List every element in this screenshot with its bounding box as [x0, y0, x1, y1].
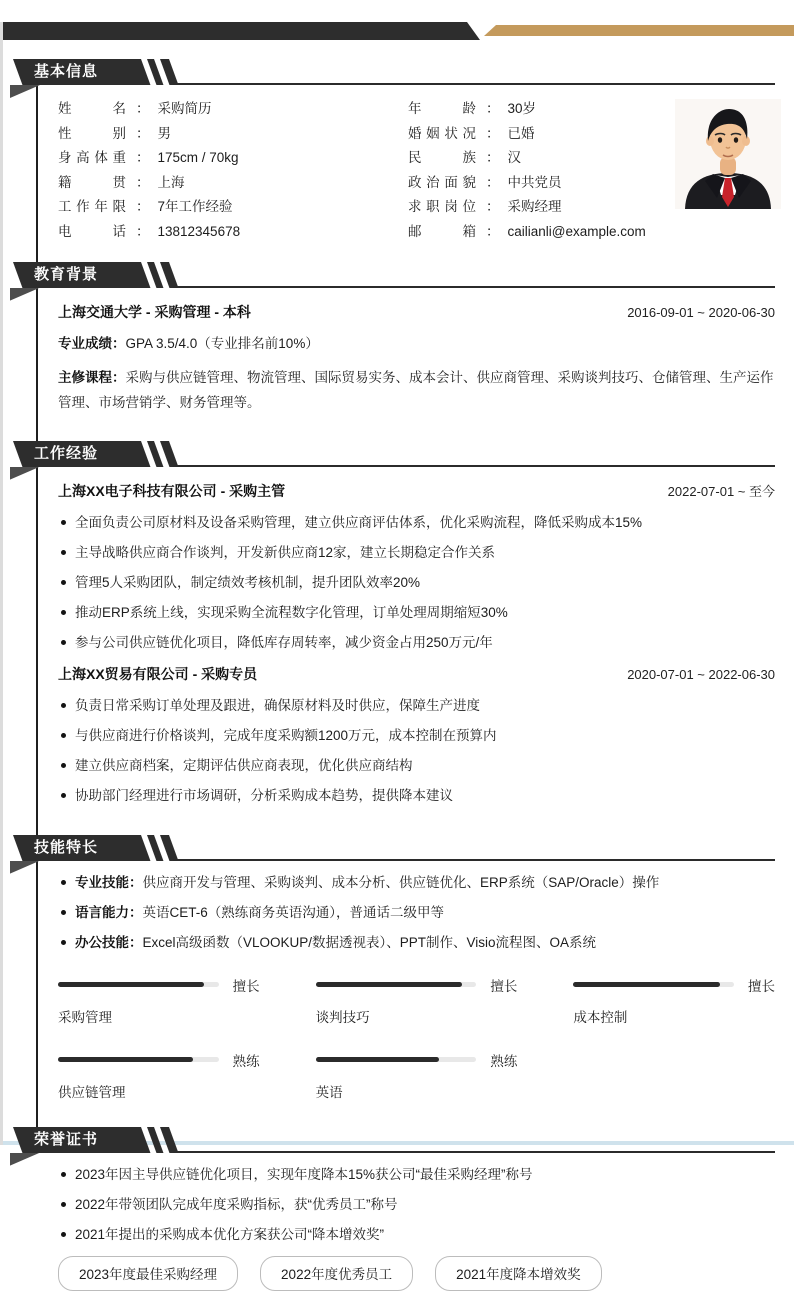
skill-name: 英语	[315, 1084, 343, 1100]
honor-badges	[58, 1256, 775, 1291]
field-work-years: 工作年限 ： 7年工作经验	[58, 199, 233, 215]
skill-name: 谈判技巧	[315, 1009, 370, 1025]
honor-badge: 2023年度最佳采购经理	[58, 1256, 238, 1291]
field-hometown: 籍贯 ： 上海	[58, 174, 185, 190]
skill-bar-track	[316, 982, 477, 987]
top-bar-dark-segment	[3, 22, 483, 40]
job-entry	[58, 664, 775, 684]
field-phone: 电话 ： 13812345678	[58, 223, 241, 239]
field-gender: 性别 ： 男	[58, 125, 171, 141]
skill-bar	[573, 975, 775, 1026]
section-banner	[13, 59, 188, 85]
field-marital-status: 婚姻状况 ： 已婚	[408, 125, 535, 141]
top-bar-gold-segment	[484, 25, 794, 36]
job-bullet: 全面负责公司原材料及设备采购管理，建立供应商评估体系，优化采购流程，降低采购成本15%	[58, 514, 775, 531]
job-dates: 2020-07-01 ~ 2022-06-30	[627, 666, 775, 682]
section-title-basic: 基本信息	[34, 63, 99, 80]
honor-bullet: 2022年带领团队完成年度采购指标，获“优秀员工”称号	[58, 1196, 775, 1213]
basic-info-grid	[58, 97, 775, 245]
honor-badge: 2021年度降本增效奖	[435, 1256, 602, 1291]
section-rule	[173, 1151, 775, 1153]
job-bullet: 管理5人采购团队，制定绩效考核机制，提升团队效率20%	[58, 574, 775, 591]
section-skills	[3, 835, 794, 1101]
job-bullet: 与供应商进行价格谈判，完成年度采购额1200万元，成本控制在预算内	[58, 727, 775, 744]
profile-photo	[675, 99, 781, 209]
skill-bar	[58, 1050, 260, 1101]
skill-bars	[58, 975, 775, 1101]
field-ethnicity: 民族 ： 汉	[408, 150, 521, 166]
field-email: 邮箱 ： cailianli@example.com	[408, 223, 646, 239]
skill-bar-track	[58, 1057, 219, 1062]
job-bullet: 主导战略供应商合作谈判，开发新供应商12家，建立长期稳定合作关系	[58, 544, 775, 561]
field-name: 姓名 ： 采购简历	[58, 101, 212, 116]
honors-bullet-list	[58, 1166, 775, 1243]
honor-badge: 2022年度优秀员工	[260, 1256, 413, 1291]
job-bullet: 推动ERP系统上线，实现采购全流程数字化管理，订单处理周期缩短30%	[58, 604, 775, 621]
skill-bar-fill	[573, 982, 719, 987]
job-bullet: 参与公司供应链优化项目，降低库存周转率，减少资金占用250万元/年	[58, 634, 775, 651]
field-political-status: 政治面貌 ： 中共党员	[408, 174, 562, 190]
skill-bar-track	[58, 982, 219, 987]
skill-bar-track	[316, 1057, 477, 1062]
job-bullet: 建立供应商档案，定期评估供应商表现，优化供应商结构	[58, 757, 775, 774]
skill-bullet: 办公技能：Excel高级函数（VLOOKUP/数据透视表）、PPT制作、Visio流程图、OA系统	[58, 934, 775, 951]
skill-bar-fill	[316, 982, 462, 987]
job-bullet-list	[58, 697, 775, 804]
field-height-weight: 身高体重 ： 175cm / 70kg	[58, 150, 239, 166]
skill-name: 成本控制	[573, 1009, 628, 1025]
banner-fold	[10, 288, 40, 301]
section-title-experience: 工作经验	[34, 444, 99, 462]
skill-level: 擅长	[232, 978, 260, 994]
section-title-honors: 荣誉证书	[34, 1130, 99, 1148]
avatar-illustration	[675, 99, 781, 209]
skill-bar-fill	[58, 982, 204, 987]
job-bullet: 负责日常采购订单处理及跟进，确保原材料及时供应，保障生产进度	[58, 697, 775, 714]
skill-level: 熟练	[490, 1053, 518, 1069]
courses-row: 主修课程：采购与供应链管理、物流管理、国际贸易实务、成本会计、供应商管理、采购谈判技巧、仓储管理、生产运作管理、市场营销学、财务管理等。	[58, 369, 774, 410]
section-header-education	[3, 262, 794, 288]
skill-level: 熟练	[232, 1053, 260, 1069]
skill-name: 供应链管理	[58, 1084, 126, 1100]
education-entry	[58, 302, 775, 322]
section-header-experience	[3, 441, 794, 467]
banner-fold	[10, 861, 40, 874]
gpa-row: 专业成绩：GPA 3.5/4.0（专业排名前10%）	[58, 335, 319, 351]
job-title: 上海XX电子科技有限公司 - 采购主管	[58, 482, 286, 499]
section-header-basic	[3, 59, 794, 85]
honor-bullet: 2023年因主导供应链优化项目，实现年度降本15%获公司“最佳采购经理”称号	[58, 1166, 775, 1183]
skill-bar	[58, 975, 260, 1026]
skill-name: 采购管理	[58, 1009, 112, 1025]
skill-bar	[316, 975, 518, 1026]
education-dates: 2016-09-01 ~ 2020-06-30	[627, 304, 775, 320]
skill-bar-track	[573, 982, 734, 987]
banner-fold	[10, 85, 40, 98]
job-bullet: 协助部门经理进行市场调研，分析采购成本趋势，提供降本建议	[58, 787, 775, 804]
job-entry	[58, 481, 775, 501]
skills-bullet-list	[58, 874, 775, 951]
skill-bullet: 专业技能：供应商开发与管理、采购谈判、成本分析、供应链优化、ERP系统（SAP/Oracle）操作	[58, 874, 775, 891]
banner-stripe	[160, 59, 178, 85]
school-degree: 上海交通大学 - 采购管理 - 本科	[58, 303, 251, 320]
section-honors	[3, 1127, 794, 1291]
section-basic-info	[3, 59, 794, 245]
section-rule	[173, 286, 775, 288]
section-title-education: 教育背景	[34, 265, 99, 283]
section-header-honors	[3, 1127, 794, 1153]
section-title-skills: 技能特长	[34, 838, 99, 856]
honor-bullet: 2021年提出的采购成本优化方案获公司“降本增效奖”	[58, 1226, 775, 1243]
job-dates: 2022-07-01 ~ 至今	[667, 483, 775, 499]
field-target-position: 求职岗位 ： 采购经理	[408, 199, 562, 215]
skill-bar	[316, 1050, 518, 1101]
banner-stripe	[160, 835, 178, 861]
resume-page	[0, 22, 794, 1282]
skill-level: 擅长	[490, 978, 518, 994]
top-decoration-bar	[3, 22, 794, 40]
section-education	[3, 262, 794, 415]
section-rule	[173, 859, 775, 861]
banner-stripe	[160, 1127, 178, 1153]
banner-stripe	[160, 262, 178, 288]
banner-fold	[10, 1153, 40, 1166]
banner-fold	[10, 467, 40, 480]
skill-bullet: 语言能力：英语CET-6（熟练商务英语沟通），普通话二级甲等	[58, 904, 775, 921]
job-bullet-list	[58, 514, 775, 651]
field-age: 年龄 ： 30岁	[408, 101, 537, 116]
skill-level: 擅长	[748, 978, 775, 994]
skill-bar-fill	[316, 1057, 440, 1062]
section-rule	[173, 83, 775, 85]
skill-bar-fill	[58, 1057, 193, 1062]
section-header-skills	[3, 835, 794, 861]
job-title: 上海XX贸易有限公司 - 采购专员	[58, 665, 258, 682]
section-rule	[173, 465, 775, 467]
banner-stripe	[160, 441, 178, 467]
section-experience	[3, 441, 794, 804]
